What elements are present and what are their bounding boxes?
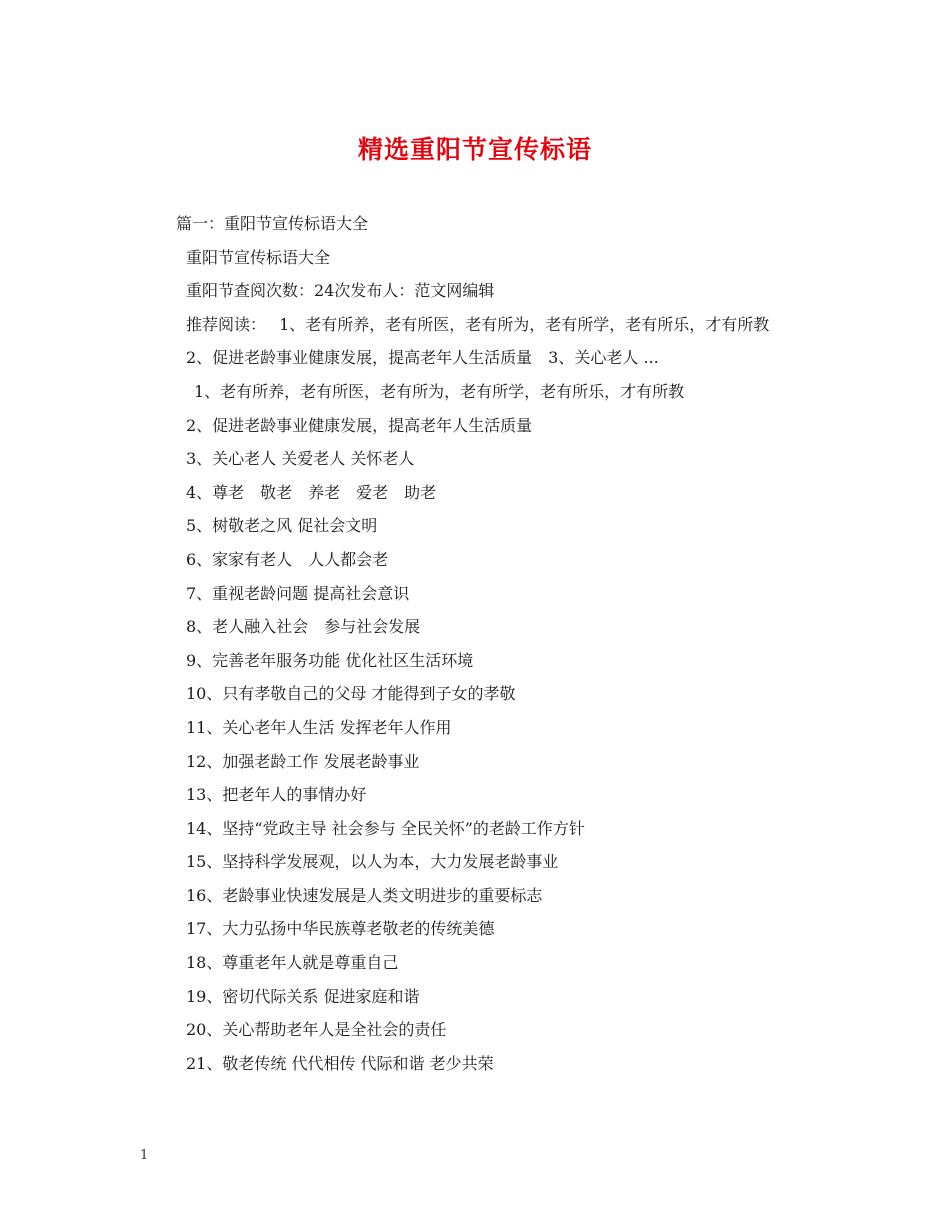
list-item: 2、促进老龄事业健康发展，提高老年人生活质量 bbox=[186, 415, 533, 435]
list-item: 12、加强老龄工作 发展老龄事业 bbox=[186, 751, 420, 771]
list-item: 18、尊重老年人就是尊重自己 bbox=[186, 953, 399, 973]
document-title: 精选重阳节宣传标语 bbox=[357, 135, 592, 164]
recommend-text: 1、老有所养，老有所医，老有所为，老有所学，老有所乐，才有所教 bbox=[279, 314, 770, 334]
list-item: 3、关心老人 关爱老人 关怀老人 bbox=[186, 449, 415, 469]
list-item: 11、关心老年人生活 发挥老年人作用 bbox=[186, 717, 452, 737]
recommend-paragraph bbox=[140, 308, 820, 342]
list-item: 21、敬老传统 代代相传 代际和谐 老少共荣 bbox=[186, 1053, 494, 1073]
list-item: 9、完善老年服务功能 优化社区生活环境 bbox=[186, 650, 474, 670]
intro-line: 重阳节宣传标语大全 bbox=[186, 247, 331, 267]
recommend-continuation: 2、促进老龄事业健康发展，提高老年人生活质量 3、关心老人 ... bbox=[186, 348, 659, 368]
list-item: 20、关心帮助老年人是全社会的责任 bbox=[186, 1020, 447, 1040]
slogan-list bbox=[140, 375, 820, 1080]
list-item: 16、老龄事业快速发展是人类文明进步的重要标志 bbox=[186, 885, 543, 905]
list-item: 4、尊老 敬老 养老 爱老 助老 bbox=[186, 482, 437, 502]
list-item: 6、家家有老人 人人都会老 bbox=[186, 549, 389, 569]
list-item: 13、把老年人的事情办好 bbox=[186, 785, 367, 805]
list-item: 7、重视老龄问题 提高社会意识 bbox=[186, 583, 410, 603]
list-item: 19、密切代际关系 促进家庭和谐 bbox=[186, 986, 420, 1006]
section-heading: 篇一：重阳节宣传标语大全 bbox=[176, 214, 369, 233]
page-number: 1 bbox=[140, 1148, 149, 1163]
list-item: 5、树敬老之风 促社会文明 bbox=[186, 516, 378, 536]
list-item: 15、坚持科学发展观，以人为本，大力发展老龄事业 bbox=[186, 852, 559, 872]
list-item: 10、只有孝敬自己的父母 才能得到子女的孝敬 bbox=[186, 684, 516, 704]
intro-line: 重阳节查阅次数：24次发布人：范文网编辑 bbox=[186, 281, 495, 301]
recommend-label: 推荐阅读： bbox=[186, 314, 259, 334]
list-item: 14、坚持“党政主导 社会参与 全民关怀”的老龄工作方针 bbox=[186, 818, 585, 838]
list-item: 1、老有所养，老有所医，老有所为，老有所学，老有所乐，才有所教 bbox=[194, 381, 685, 401]
document-body bbox=[140, 207, 820, 1080]
list-item: 8、老人融入社会 参与社会发展 bbox=[186, 617, 421, 637]
list-item: 17、大力弘扬中华民族尊老敬老的传统美德 bbox=[186, 919, 495, 939]
